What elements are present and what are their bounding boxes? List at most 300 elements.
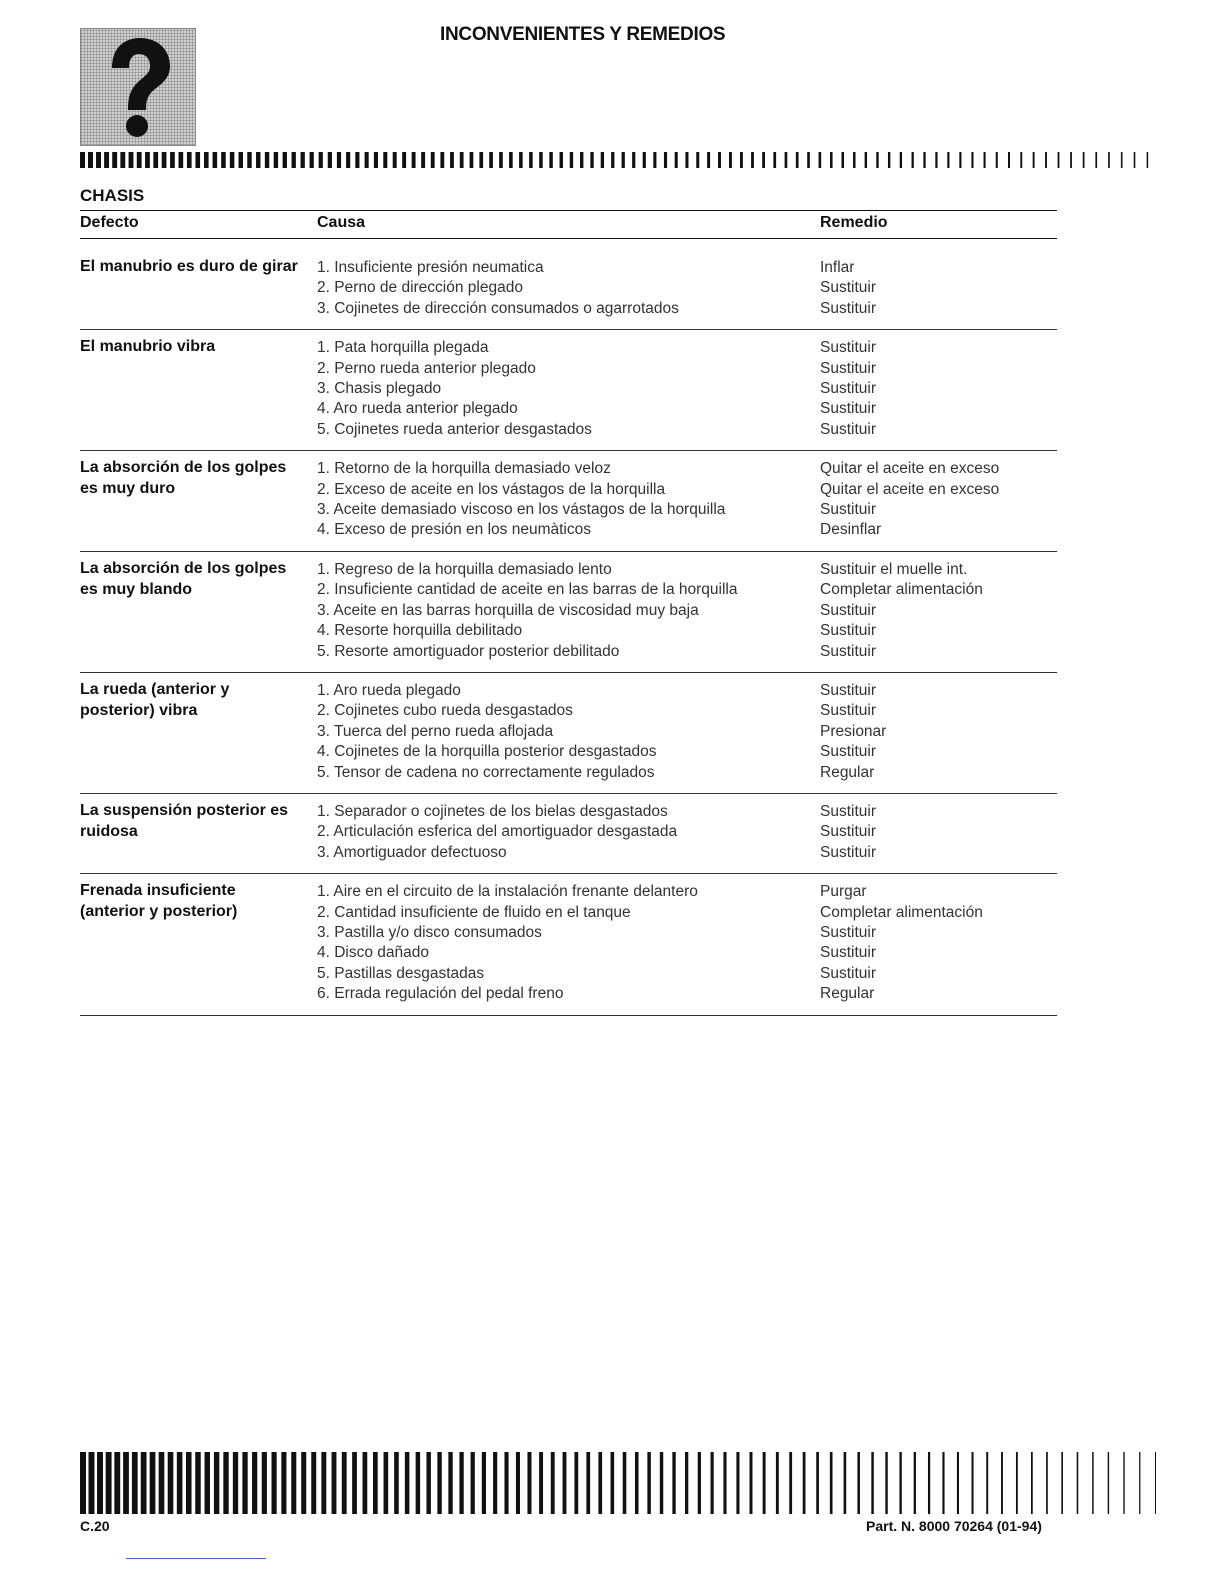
remedy-item: Sustituir [820, 743, 876, 761]
stripe-bar [685, 1452, 688, 1514]
stripe-bar [162, 152, 167, 168]
stripe-bar [857, 1452, 860, 1514]
stripe-bar [80, 152, 85, 168]
stripe-bar [448, 1452, 452, 1514]
stripe-bar [431, 152, 435, 168]
stripe-bar [1077, 1452, 1079, 1514]
stripe-bar [1058, 152, 1060, 168]
stripe-bar [499, 152, 503, 168]
stripe-bar [214, 1452, 219, 1514]
stripe-bar [301, 1452, 306, 1514]
stripe-bar [482, 1452, 486, 1514]
stripe-bar [281, 1452, 286, 1514]
cause-list [317, 681, 807, 783]
stripe-bar [153, 152, 158, 168]
stripe-bar [789, 1452, 792, 1514]
cause-list [317, 882, 807, 1004]
stripe-bar [865, 152, 867, 168]
barcode-stripe-top [80, 152, 1156, 168]
stripe-bar [346, 152, 350, 168]
cause-item: 1. Retorno de la horquilla demasiado veloz [317, 460, 611, 478]
remedy-item: Inflar [820, 259, 855, 276]
defect-cell [80, 880, 302, 922]
cause-item: 1. Regreso de la horquilla demasiado lento [317, 560, 612, 578]
stripe-bar [265, 152, 269, 168]
stripe-bar [1020, 152, 1022, 168]
cause-item: 5. Cojinetes rueda anterior desgastados [317, 420, 592, 438]
stripe-bar [352, 1452, 357, 1514]
column-header-defect: Defecto [80, 214, 139, 231]
stripe-bar [611, 1452, 615, 1514]
stripe-bar [885, 1452, 887, 1514]
cause-item: 3. Cojinetes de dirección consumados o agarrotados [317, 299, 679, 317]
stripe-bar [187, 152, 192, 168]
stripe-bar [301, 152, 305, 168]
remedy-item: Sustituir [820, 501, 876, 519]
stripe-bar [129, 152, 134, 168]
remedy-item: Sustituir [820, 964, 876, 982]
stripe-bar [80, 1452, 86, 1514]
cause-list [317, 338, 807, 440]
stripe-bar [342, 1452, 347, 1514]
cause-item: 4. Resorte horquilla debilitado [317, 622, 523, 640]
remedy-item: Sustituir [820, 642, 876, 660]
defect-cell [80, 679, 302, 721]
stripe-bar [971, 152, 973, 168]
stripe-bar [88, 152, 93, 168]
stripe-bar [123, 1452, 129, 1514]
cause-item: 2. Insuficiente cantidad de aceite en las barras de la horquilla [317, 581, 738, 599]
remedy-item: Sustituir [820, 622, 876, 640]
remedy-list [820, 560, 1057, 662]
stripe-bar [104, 152, 109, 168]
stripe-bar [310, 152, 314, 168]
stripe-bar [1083, 152, 1085, 168]
stripe-bar [504, 1452, 508, 1514]
stripe-bar [145, 152, 150, 168]
cause-item: 1. Pata horquilla plegada [317, 339, 489, 357]
cause-item: 5. Pastillas desgastadas [317, 964, 485, 982]
stripe-bar [1139, 1452, 1140, 1514]
cause-item: 1. Separador o cojinetes de los bielas desgastados [317, 802, 668, 820]
cause-item: 2. Cantidad insuficiente de fluido en el tanque [317, 903, 631, 921]
cause-list [317, 802, 807, 863]
stripe-bar [242, 1452, 247, 1514]
remedy-item: Purgar [820, 883, 867, 901]
stripe-bar [96, 152, 101, 168]
table-row [80, 250, 1057, 330]
stripe-bar [489, 152, 493, 168]
stripe-bar [912, 152, 914, 168]
remedy-item: Sustituir [820, 400, 876, 418]
stripe-bar [132, 1452, 138, 1514]
stripe-bar [529, 152, 533, 168]
stripe-bar [598, 1452, 602, 1514]
remedy-list [820, 338, 1057, 440]
stripe-bar [586, 1452, 590, 1514]
defect-text: El manubrio es duro de girar [80, 258, 298, 275]
cause-item: 3. Aceite en las barras horquilla de viscosidad muy baja [317, 601, 699, 619]
section-title: CHASIS [80, 186, 145, 205]
stripe-bar [623, 1452, 627, 1514]
stripe-bar [685, 152, 688, 168]
stripe-bar [328, 152, 332, 168]
cause-item: 2. Perno de dirección plegado [317, 279, 523, 297]
stripe-bar [292, 152, 296, 168]
remedy-list [820, 459, 1057, 541]
cause-item: 4. Disco dañado [317, 944, 430, 962]
stripe-bar [114, 1452, 120, 1514]
stripe-bar [516, 1452, 520, 1514]
stripe-bar [698, 1452, 701, 1514]
stripe-bar [373, 1452, 378, 1514]
stripe-bar [223, 1452, 228, 1514]
stripe-bar [643, 152, 646, 168]
stripe-bar [383, 152, 387, 168]
stripe-bar [252, 1452, 257, 1514]
troubleshooting-table [80, 250, 1057, 1016]
remedy-item: Sustituir [820, 359, 876, 377]
stripe-bar [177, 1452, 183, 1514]
stripe-bar [888, 152, 890, 168]
remedy-item: Quitar el aceite en exceso [820, 480, 1000, 498]
stripe-bar [1001, 1452, 1003, 1514]
stripe-bar [170, 152, 175, 168]
stripe-bar [647, 1452, 650, 1514]
stripe-bar [363, 1452, 368, 1514]
stripe-bar [450, 152, 454, 168]
stripe-bar [374, 152, 378, 168]
stripe-bar [776, 1452, 779, 1514]
stripe-bar [653, 152, 656, 168]
stripe-bar [796, 152, 799, 168]
defect-cell [80, 457, 302, 499]
stripe-bar [168, 1452, 174, 1514]
stripe-bar [1031, 1452, 1033, 1514]
stripe-bar [459, 1452, 463, 1514]
cause-item: 2. Articulación esferica del amortiguador desgastada [317, 823, 678, 841]
stripe-bar [664, 152, 667, 168]
stripe-bar [195, 152, 200, 168]
remedy-item: Regular [820, 985, 875, 1003]
remedy-item: Sustituir [820, 802, 876, 820]
stripe-bar [1046, 1452, 1048, 1514]
stripe-bar [1061, 1452, 1063, 1514]
stripe-bar [660, 1452, 663, 1514]
stripe-bar [570, 152, 573, 168]
cause-item: 5. Tensor de cadena no correctamente regulados [317, 763, 655, 781]
stripe-bar [830, 1452, 833, 1514]
stripe-bar [740, 152, 743, 168]
table-row [80, 874, 1057, 1015]
defect-text: La absorción de los golpes [80, 459, 287, 477]
stripe-bar [393, 152, 397, 168]
stripe-bar [1070, 152, 1072, 168]
stripe-bar [723, 1452, 726, 1514]
stripe-bar [1092, 1452, 1093, 1514]
stripe-bar [539, 152, 543, 168]
cause-item: 2. Cojinetes cubo rueda desgastados [317, 702, 573, 720]
table-row [80, 673, 1057, 794]
stripe-bar [611, 152, 614, 168]
stripe-bar [394, 1452, 399, 1514]
stripe-bar [178, 152, 183, 168]
cause-list [317, 258, 807, 319]
header-rule-top [80, 210, 1057, 211]
remedy-item: Sustituir [820, 823, 876, 841]
header-rule-bottom [80, 238, 1057, 239]
stripe-bar [853, 152, 855, 168]
stripe-bar [460, 152, 464, 168]
stripe-bar [1033, 152, 1035, 168]
stripe-bar [1121, 152, 1123, 168]
stripe-bar [416, 1452, 421, 1514]
stripe-bar [106, 1452, 112, 1514]
stripe-bar [751, 152, 754, 168]
defect-cell [80, 256, 302, 277]
cause-item: 3. Pastilla y/o disco consumados [317, 923, 542, 941]
stripe-bar [549, 152, 552, 168]
stripe-bar [221, 152, 226, 168]
cause-item: 1. Insuficiente presión neumatica [317, 259, 544, 276]
stripe-bar [1108, 1452, 1109, 1514]
stripe-bar [274, 152, 278, 168]
remedy-item: Sustituir [820, 380, 876, 398]
stripe-bar [803, 1452, 806, 1514]
stripe-bar [204, 152, 209, 168]
remedy-list [820, 802, 1057, 863]
stripe-bar [1123, 1452, 1124, 1514]
cause-item: 1. Aire en el circuito de la instalación frenante delantero [317, 883, 698, 901]
table-row [80, 451, 1057, 552]
stripe-bar [402, 152, 406, 168]
stripe-bar [601, 152, 604, 168]
stripe-bar [1108, 152, 1110, 168]
stripe-bar [942, 1452, 944, 1514]
stripe-bar [816, 1452, 819, 1514]
stripe-bar [947, 152, 949, 168]
defect-text: Frenada insuficiente [80, 882, 236, 900]
defect-text: es muy blando [80, 580, 193, 598]
stripe-bar [440, 152, 444, 168]
stripe-bar [539, 1452, 543, 1514]
stripe-bar [272, 1452, 277, 1514]
cause-item: 1. Aro rueda plegado [317, 681, 461, 699]
stripe-bar [291, 1452, 296, 1514]
stripe-bar [426, 1452, 430, 1514]
stripe-bar [718, 152, 721, 168]
part-number: Part. N. 8000 70264 (01-94) [866, 1518, 1042, 1534]
stripe-bar [876, 152, 878, 168]
table-row [80, 552, 1057, 673]
stripe-bar [763, 1452, 766, 1514]
stripe-bar [830, 152, 833, 168]
remedy-item: Desinflar [820, 521, 882, 539]
stripe-bar [819, 152, 822, 168]
stripe-bar [729, 152, 732, 168]
defect-text: El manubrio vibra [80, 338, 216, 356]
defect-text: La absorción de los golpes [80, 559, 287, 577]
cause-item: 4. Exceso de presión en los neumàticos [317, 521, 591, 539]
page-code: C.20 [80, 1518, 110, 1534]
remedy-item: Sustituir el muelle int. [820, 560, 968, 578]
stripe-bar [159, 1452, 165, 1514]
stripe-bar [996, 152, 998, 168]
stripe-bar [332, 1452, 337, 1514]
stripe-bar [519, 152, 523, 168]
stripe-bar [1045, 152, 1047, 168]
stripe-bar [256, 152, 260, 168]
stripe-bar [622, 152, 625, 168]
remedy-item: Regular [820, 763, 875, 781]
stripe-bar [551, 1452, 555, 1514]
stripe-bar [711, 1452, 714, 1514]
stripe-bar [97, 1452, 103, 1514]
stripe-bar [1008, 152, 1010, 168]
stripe-bar [707, 152, 710, 168]
stripe-bar [355, 152, 359, 168]
cause-item: 5. Resorte amortiguador posterior debilitado [317, 642, 620, 660]
stripe-bar [914, 1452, 916, 1514]
stripe-bar [437, 1452, 441, 1514]
stripe-bar [957, 1452, 959, 1514]
cause-item: 4. Cojinetes de la horquilla posterior desgastados [317, 743, 657, 761]
defect-text: La rueda (anterior y [80, 680, 230, 698]
stripe-bar [1016, 1452, 1018, 1514]
stripe-bar [923, 152, 925, 168]
stripe-bar [1134, 152, 1136, 168]
stripe-bar [900, 152, 902, 168]
stripe-bar [785, 152, 788, 168]
stripe-bar [205, 1452, 210, 1514]
footer-link-underline [126, 1558, 266, 1559]
remedy-item: Sustituir [820, 843, 876, 861]
stripe-bar [675, 152, 678, 168]
defect-text: posterior) vibra [80, 701, 198, 719]
page-title: INCONVENIENTES Y REMEDIOS [440, 24, 726, 45]
remedy-item: Presionar [820, 722, 887, 740]
stripe-bar [247, 152, 251, 168]
stripe-bar [1147, 152, 1149, 168]
stripe-bar [405, 1452, 410, 1514]
table-row [80, 794, 1057, 874]
stripe-bar [773, 152, 776, 168]
remedy-item: Sustituir [820, 944, 876, 962]
stripe-bar [1095, 152, 1097, 168]
defect-text: ruidosa [80, 822, 138, 840]
stripe-bar [509, 152, 513, 168]
stripe-bar [230, 152, 235, 168]
stripe-bar [959, 152, 961, 168]
stripe-bar [186, 1452, 192, 1514]
stripe-bar [319, 152, 323, 168]
defect-text: (anterior y posterior) [80, 903, 238, 921]
stripe-bar [871, 1452, 873, 1514]
stripe-bar [736, 1452, 739, 1514]
remedy-item: Sustituir [820, 339, 876, 357]
stripe-bar [844, 1452, 847, 1514]
stripe-bar [233, 1452, 238, 1514]
stripe-bar [195, 1452, 200, 1514]
remedy-item: Sustituir [820, 299, 876, 317]
stripe-bar [560, 152, 563, 168]
column-header-cause: Causa [317, 214, 366, 231]
remedy-item: Sustituir [820, 702, 876, 720]
table-row [80, 330, 1057, 451]
stripe-bar [749, 1452, 752, 1514]
stripe-bar [493, 1452, 497, 1514]
stripe-bar [580, 152, 583, 168]
remedy-item: Completar alimentación [820, 581, 983, 599]
stripe-bar [632, 152, 635, 168]
stripe-bar [412, 152, 416, 168]
stripe-bar [137, 152, 142, 168]
stripe-bar [89, 1452, 95, 1514]
remedy-list [820, 882, 1057, 1004]
stripe-bar [928, 1452, 930, 1514]
stripe-bar [421, 152, 425, 168]
stripe-bar [479, 152, 483, 168]
stripe-bar [672, 1452, 675, 1514]
stripe-bar [283, 152, 287, 168]
cause-item: 3. Amortiguador defectuoso [317, 843, 507, 861]
stripe-bar [262, 1452, 267, 1514]
stripe-bar [337, 152, 341, 168]
column-header-remedy: Remedio [820, 214, 888, 231]
defect-text: es muy duro [80, 480, 176, 498]
stripe-bar [1155, 1452, 1156, 1514]
remedy-list [820, 258, 1057, 319]
remedy-item: Sustituir [820, 420, 876, 438]
stripe-bar [150, 1452, 156, 1514]
stripe-bar [762, 152, 765, 168]
defect-text: La suspensión posterior es [80, 801, 289, 819]
question-mark-icon-box [80, 28, 196, 146]
stripe-bar [984, 152, 986, 168]
stripe-bar [986, 1452, 988, 1514]
stripe-bar [470, 152, 474, 168]
cause-item: 6. Errada regulación del pedal freno [317, 985, 564, 1003]
defect-cell [80, 336, 302, 357]
stripe-bar [563, 1452, 567, 1514]
remedy-item: Sustituir [820, 923, 876, 941]
stripe-bar [112, 152, 117, 168]
stripe-bar [574, 1452, 578, 1514]
remedy-item: Sustituir [820, 601, 876, 619]
cause-item: 2. Exceso de aceite en los vástagos de la horquilla [317, 480, 666, 498]
remedy-item: Sustituir [820, 681, 876, 699]
stripe-bar [935, 152, 937, 168]
stripe-bar [141, 1452, 147, 1514]
stripe-bar [841, 152, 844, 168]
cause-item: 3. Chasis plegado [317, 380, 442, 398]
stripe-bar [321, 1452, 326, 1514]
stripe-bar [807, 152, 810, 168]
cause-list [317, 459, 807, 541]
barcode-stripe-bottom [80, 1452, 1156, 1514]
stripe-bar [120, 152, 125, 168]
stripe-bar [471, 1452, 475, 1514]
remedy-item: Quitar el aceite en exceso [820, 460, 1000, 478]
stripe-bar [239, 152, 243, 168]
cause-list [317, 560, 807, 662]
stripe-bar [384, 1452, 389, 1514]
stripe-bar [899, 1452, 901, 1514]
defect-cell [80, 558, 302, 600]
stripe-bar [365, 152, 369, 168]
cause-item: 4. Aro rueda anterior plegado [317, 400, 518, 418]
stripe-bar [696, 152, 699, 168]
